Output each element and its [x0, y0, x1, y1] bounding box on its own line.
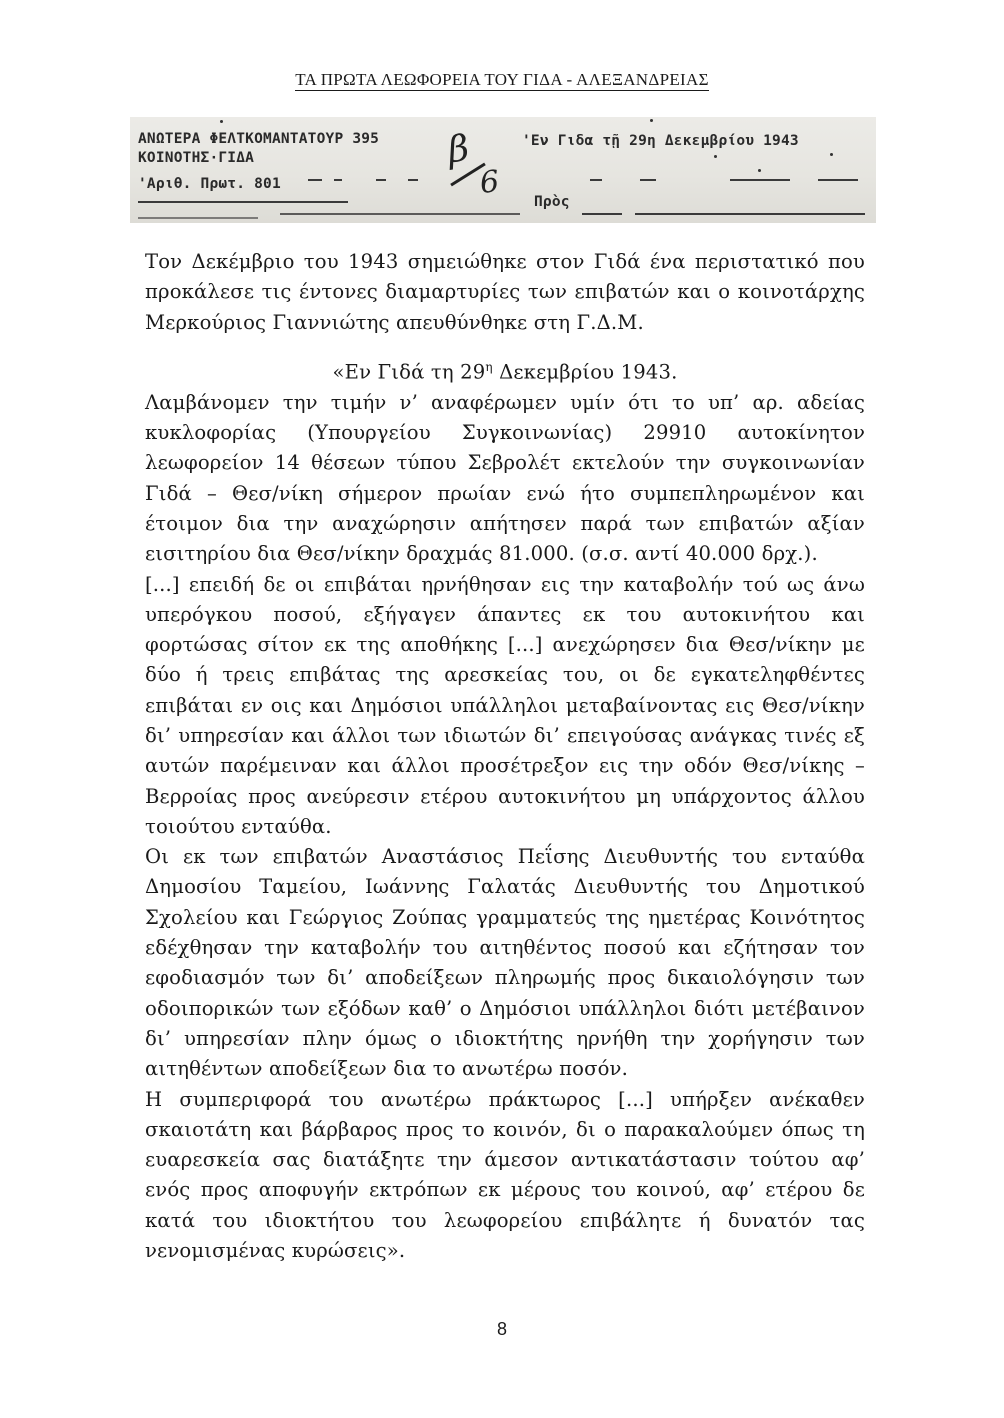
running-title: ΤΑ ΠΡΩΤΑ ΛΕΩΦΟΡΕΙΑ ΤΟΥ ΓΙΔΑ - ΑΛΕΞΑΝΔΡΕΙΑΣ: [295, 70, 709, 89]
letterhead-rule: [582, 213, 622, 215]
letterhead-rule: [408, 179, 418, 181]
scan-speck: [830, 153, 833, 156]
article-body: [145, 247, 865, 1266]
running-header: [0, 70, 1004, 90]
intro-paragraph: Τον Δεκέμβριο του 1943 σημειώθηκε στον Γιδά ένα περιστατικό που προκάλεσε τις έντονες διαμαρτυρίες των επιβατών και ο κοινοτάρχης Μερκούριος Γιαννιώτης απευθύνθηκε στη Γ.Δ.Μ.: [145, 250, 865, 334]
handwritten-mark-top: β: [445, 127, 472, 172]
letterhead-rule: [308, 179, 322, 181]
scan-speck: [714, 155, 717, 158]
scan-speck: [650, 119, 653, 122]
letterhead-rule: [138, 217, 258, 219]
letterhead-rule: [640, 179, 656, 181]
letterhead-rule: [334, 179, 342, 181]
letter-paragraph-1: Λαμβάνομεν την τιμήν ν’ αναφέρωμεν υμίν ότι το υπ’ αρ. αδείας κυκλοφορίας (Υπουργείου Συγκοινωνίας) 29910 αυτοκίνητον λεωφορείον 14 θέσεων τύπου Σεβρολέτ εκτελούν την συγκοινωνίαν Γιδά – Θεσ/νίκη σήμερον πρωίαν ενώ ήτο συμπεπληρωμένον και έτοιμον δια την αναχώρησιν απήτησεν παρά των επιβατών αξίαν εισιτηρίου δια Θεσ/νίκην δραχμάς 81.000. (σ.σ. αντί 40.000 δρχ.).: [145, 390, 865, 566]
letter-paragraph-4: Η συμπεριφορά του ανωτέρω πράκτωρος [...] υπήρξεν ανέκαθεν σκαιοτάτη και βάρβαρος προς το κοινόν, δι ο παρακαλούμεν όπως τη ευαρεσκεία σας διατάξητε την άμεσον αντικατάστασιν τούτου αφ’ ενός προς αποφυγήν εκτρόπων εκ μέρους του κοινού, αφ’ ετέρου δε κατά του ιδιοκτήτου του λεωφορείου επιβάλητε ή δυνατόν τας νενομισμένας κυρώσεις».: [145, 1087, 865, 1263]
page-number: 8: [496, 1319, 507, 1339]
letterhead-rule: [818, 179, 858, 181]
dateline-prefix: «Εν Γιδά τη 29: [332, 360, 486, 384]
dateline-superscript: η: [485, 359, 493, 374]
letterhead-rule: [590, 179, 602, 181]
letterhead-protocol-number: 'Αριθ. Πρωτ. 801: [138, 176, 281, 192]
scan-speck: [220, 120, 223, 123]
letterhead-rule: [635, 213, 865, 215]
letter-paragraph-3: Οι εκ των επιβατών Αναστάσιος Πεΐσης Διευθυντής του ενταύθα Δημοσίου Ταμείου, Ιωάννης Γαλατάς Διευθυντής του Δημοτικού Σχολείου και Γεώργιος Ζούπας γραμματεύς της ημετέρας Κοινότητος εδέχθησαν την καταβολήν του αιτηθέντος ποσού και εζήτησαν τον εφοδιασμόν των δι’ αποδείξεων πληρωμής προς δικαιολόγησιν των οδοιπορικών των εξόδων καθ’ ο Δημόσιοι υπάλληλοι διότι μετέβαινον δι’ υπηρεσίαν πλην όμως ο ιδιοκτήτης ηρνήθη την χορήγησιν των αιτηθέντων αποδείξεων δια το ανωτέρω ποσόν.: [145, 845, 865, 1081]
letterhead-to-label: Πρὸς: [534, 194, 570, 210]
letterhead-rule: [376, 179, 386, 181]
letterhead-scan-image: [130, 117, 876, 223]
letterhead-rule: [730, 179, 790, 181]
letter-dateline: [145, 352, 865, 388]
letterhead-line-2: ΚΟΙΝΟΤΗΣ·ΓΙΔΑ: [138, 150, 255, 166]
letter-paragraph-2: [...] επειδή δε οι επιβάται ηρνήθησαν εις την καταβολήν τού ως άνω υπερόγκου ποσού, εξήγαγεν άπαντες εκ του αυτοκινήτου και φορτώσας σίτον εκ της αποθήκης [...] ανεχώρησεν δια Θεσ/νίκην με δύο ή τρεις επιβάτας της αρεσκείας του, οι δε εγκατεληφθέντες επιβάται εν οις και Δημόσιοι υπάλληλοι μεταβαίνοντας εις Θεσ/νίκην δι’ υπηρεσίαν και άλλοι των ιδιωτών δι’ επειγούσας ανάγκας τινές εξ αυτών παρέμειναν και άλλοι προσέτρεξον εις την οδόν Θεσ/νίκης – Βερροίας προς ανεύρεσιν ετέρου αυτοκινήτου μη υπάρχοντος άλλου τοιούτου ενταύθα.: [145, 572, 865, 838]
letterhead-rule: [280, 213, 520, 215]
scan-speck: [758, 169, 761, 172]
letterhead-rule: [138, 201, 348, 203]
handwritten-mark-bottom: 6: [478, 164, 501, 201]
letterhead-date-line: 'Εν Γιδα τῇ 29η Δεκεμβρίου 1943: [522, 133, 799, 149]
dateline-suffix: Δεκεμβρίου 1943.: [492, 360, 678, 384]
letterhead-line-1: ΑΝΩΤΕΡΑ ΦΕΛΤΚΟΜΑΝΤΑΤΟΥΡ 395: [138, 131, 380, 147]
